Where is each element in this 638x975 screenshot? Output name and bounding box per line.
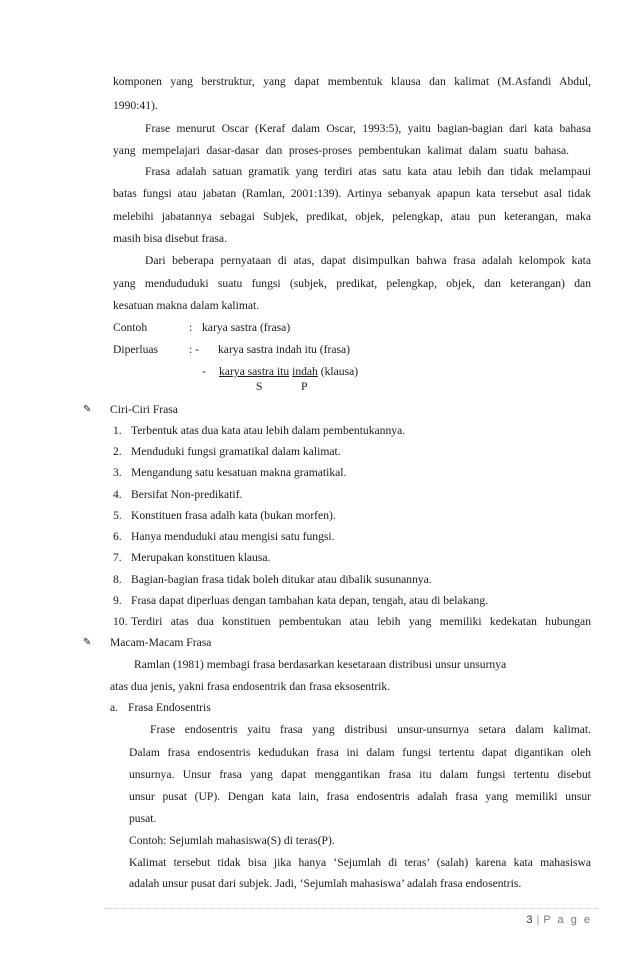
page-number: 3 bbox=[526, 914, 533, 926]
macam-sub-heading: Frasa Endosentris bbox=[128, 701, 211, 714]
endosentris-line-2: Dalam frasa endosentris kedudukan frasa ini dalam fungsi tertentu dapat digantikan oleh bbox=[129, 746, 591, 759]
ciri-item-5-num: 5. bbox=[113, 509, 122, 522]
ciri-item-10-num: 10. bbox=[113, 615, 128, 628]
example-s-label: S bbox=[256, 380, 263, 393]
endosentris-line-8: adalah unsur pusat dari subjek. Jadi, ‘Sejumlah mahasiswa’ adalah frasa endosentris. bbox=[129, 877, 522, 890]
endosentris-line-5: pusat. bbox=[129, 812, 157, 825]
macam-heading: Macam-Macam Frasa bbox=[110, 636, 212, 649]
ciri-item-3-text: Mengandung satu kesatuan makna gramatikal. bbox=[131, 466, 347, 479]
ciri-item-10-text: Terdiri atas dua konstituen pembentukan atau lebih yang memiliki kedekatan hubungan bbox=[131, 615, 591, 628]
ciri-item-4-text: Bersifat Non-predikatif. bbox=[131, 488, 243, 501]
ciri-item-5-text: Konstituen frasa adalh kata (bukan morfen). bbox=[131, 509, 336, 522]
intro-line-2: 1990:41). bbox=[113, 99, 158, 112]
endosentris-line-7: Kalimat tersebut tidak bisa jika hanya ‘Sejumlah di teras’ (salah) karena kata mahasiswa bbox=[129, 856, 591, 869]
intro-line-7: melebihi jabatannya sebagai Subjek, predikat, objek, pelengkap, atau pun keterangan, maka bbox=[113, 210, 591, 223]
intro-line-9: Dari beberapa pernyataan di atas, dapat disimpulkan bahwa frasa adalah kelompok kata bbox=[145, 254, 591, 267]
ciri-item-4-num: 4. bbox=[113, 488, 122, 501]
example-diperluas-value: karya sastra indah itu (frasa) bbox=[218, 343, 350, 356]
endosentris-example: Contoh: Sejumlah mahasiswa(S) di teras(P). bbox=[129, 834, 335, 847]
intro-line-11: kesatuan makna dalam kalimat. bbox=[113, 299, 260, 312]
ciri-item-7-num: 7. bbox=[113, 551, 122, 564]
intro-line-6: batas fungsi atau jabatan (Ramlan, 2001:139). Artinya sebanyak apapun kata tersebut asal tidak bbox=[113, 187, 591, 200]
example-diperluas-label: Diperluas bbox=[113, 343, 159, 356]
endosentris-line-3: unsurnya. Unsur frasa yang dapat menggantikan frasa itu dalam fungsi tertentu disebut bbox=[129, 768, 591, 781]
endosentris-line-1: Frase endosentris yaitu frasa yang distribusi unsur-unsurnya setara dalam kalimat. bbox=[150, 723, 591, 736]
example-contoh-value: karya sastra (frasa) bbox=[202, 321, 291, 334]
ciri-item-7-text: Merupakan konstituen klausa. bbox=[131, 551, 271, 564]
endosentris-line-4: unsur pusat (UP). Dengan kata lain, frasa endosentris adalah frasa yang memiliki unsur bbox=[129, 790, 591, 803]
ciri-item-9-num: 9. bbox=[113, 594, 122, 607]
example-diperluas-colon: : - bbox=[189, 343, 199, 356]
ciri-item-8-text: Bagian-bagian frasa tidak boleh ditukar atau dibalik susunannya. bbox=[131, 573, 432, 586]
ciri-item-3-num: 3. bbox=[113, 466, 122, 479]
ciri-item-8-num: 8. bbox=[113, 573, 122, 586]
ciri-bullet-icon: ✎ bbox=[83, 404, 92, 415]
ciri-item-6-num: 6. bbox=[113, 530, 122, 543]
page-footer bbox=[480, 913, 592, 927]
example-klausa-subject: karya sastra itu bbox=[219, 365, 290, 378]
example-contoh-colon: : bbox=[189, 321, 193, 334]
example-contoh-label: Contoh bbox=[113, 321, 148, 334]
example-klausa-predicate: indah bbox=[292, 365, 318, 378]
example-p-label: P bbox=[301, 380, 308, 393]
intro-line-4: yang mempelajari dasar-dasar dan proses-proses pembentukan kalimat dalam suatu bahasa. bbox=[113, 144, 569, 157]
ciri-heading: Ciri-Ciri Frasa bbox=[110, 403, 178, 416]
footer-divider bbox=[104, 908, 598, 909]
ciri-item-1-num: 1. bbox=[113, 424, 122, 437]
example-klausa-dash: - bbox=[202, 365, 206, 378]
ciri-item-2-text: Menduduki fungsi gramatikal dalam kalimat. bbox=[131, 445, 341, 458]
ciri-item-6-text: Hanya menduduki atau mengisi satu fungsi. bbox=[131, 530, 335, 543]
example-klausa-suffix: (klausa) bbox=[320, 365, 359, 378]
intro-line-3: Frase menurut Oscar (Keraf dalam Oscar, 1993:5), yaitu bagian-bagian dari kata bahasa bbox=[145, 122, 591, 135]
intro-line-5: Frasa adalah satuan gramatik yang terdiri atas satu kata atau lebih dan tidak melampaui bbox=[145, 165, 591, 178]
example-klausa-line bbox=[219, 365, 358, 379]
macam-line-2: atas dua jenis, yakni frasa endosentrik dan frasa eksosentrik. bbox=[110, 680, 391, 693]
intro-line-1: komponen yang berstruktur, yang dapat membentuk klausa dan kalimat (M.Asfandi Abdul, bbox=[113, 75, 591, 88]
intro-line-10: yang mendududuki suatu fungsi (subjek, predikat, pelengkap, objek, dan keterangan) dan bbox=[113, 277, 591, 290]
page-label: P a g e bbox=[543, 914, 592, 926]
ciri-item-1-text: Terbentuk atas dua kata atau lebih dalam pembentukannya. bbox=[131, 424, 406, 437]
ciri-item-2-num: 2. bbox=[113, 445, 122, 458]
macam-sub-letter: a. bbox=[110, 701, 119, 714]
macam-line-1: Ramlan (1981) membagi frasa berdasarkan kesetaraan distribusi unsur unsurnya bbox=[134, 658, 507, 671]
intro-line-8: masih bisa disebut frasa. bbox=[113, 232, 227, 245]
footer-separator: | bbox=[536, 914, 540, 926]
macam-bullet-icon: ✎ bbox=[83, 637, 92, 648]
ciri-item-9-text: Frasa dapat diperluas dengan tambahan kata depan, tengah, atau di belakang. bbox=[131, 594, 489, 607]
